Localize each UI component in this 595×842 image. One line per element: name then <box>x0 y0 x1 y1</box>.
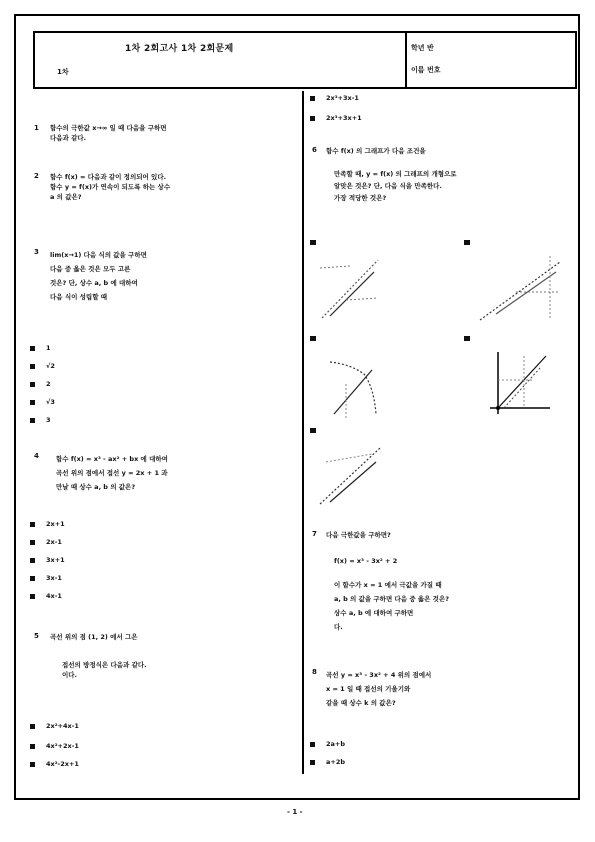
option-bullet <box>30 594 35 599</box>
question-7-text: 다음 극한값을 구하면? <box>326 531 391 539</box>
exam-title: 1차 2회고사 1차 2회문제 <box>125 44 234 54</box>
graph-option-marker[interactable] <box>310 428 316 433</box>
graph-option-3[interactable] <box>320 352 390 422</box>
graph-option-4[interactable] <box>484 348 554 418</box>
option-bullet <box>310 96 315 101</box>
option-bullet <box>30 400 35 405</box>
graph-option-marker[interactable] <box>464 336 470 341</box>
option-bullet <box>30 346 35 351</box>
question-6-text: 함수 f(x) 의 그래프가 다음 조건을 <box>326 147 426 155</box>
option-bullet <box>30 364 35 369</box>
option-label[interactable]: 3 <box>46 416 51 424</box>
option-bullet <box>30 744 35 749</box>
option-label[interactable]: 2x²+4x-1 <box>46 722 79 730</box>
question-number: 4 <box>34 452 39 460</box>
question-number: 5 <box>34 632 39 640</box>
option-bullet <box>30 576 35 581</box>
question-5-subtext: 접선의 방정식은 다음과 같다. 이다. <box>62 661 147 679</box>
question-7-formula: f(x) = x³ - 3x² + 2 <box>334 557 398 565</box>
header-divider <box>405 33 407 87</box>
graph-option-5[interactable] <box>316 440 386 510</box>
question-5-text: 곡선 위의 점 (1, 2) 에서 그은 <box>50 633 138 641</box>
option-label[interactable]: 2 <box>46 380 51 388</box>
option-label[interactable]: a+2b <box>326 758 346 766</box>
question-number: 1 <box>34 124 39 132</box>
question-number: 7 <box>312 530 317 538</box>
option-label[interactable]: 4x-1 <box>46 592 62 600</box>
question-number: 2 <box>34 172 39 180</box>
name-number-field: 이름 번호 <box>411 66 441 74</box>
question-8-text: 곡선 y = x³ - 3x² + 4 위의 점에서 x = 1 일 때 접선의 기울기와 같을 때 상수 k 의 값은? <box>326 671 432 707</box>
grade-class-field: 학년 반 <box>411 44 434 52</box>
graph-option-1[interactable] <box>316 252 386 324</box>
option-label[interactable]: 2x+1 <box>46 520 65 528</box>
option-label[interactable]: 1 <box>46 344 51 352</box>
option-bullet <box>310 760 315 765</box>
option-label[interactable]: √2 <box>46 362 55 370</box>
option-bullet <box>30 540 35 545</box>
question-1-text: 함수의 극한값 x→∞ 일 때 다음을 구하면 다음과 같다. <box>50 124 167 142</box>
graph-option-marker[interactable] <box>310 336 316 341</box>
page-number: - 1 - <box>287 808 303 816</box>
exam-header <box>33 31 577 89</box>
option-bullet <box>30 382 35 387</box>
option-label[interactable]: 4x²-2x+1 <box>46 760 79 768</box>
option-label[interactable]: 2x³+3x-1 <box>326 94 359 102</box>
graph-option-2[interactable] <box>476 252 566 324</box>
question-number: 3 <box>34 248 39 256</box>
option-label[interactable]: 2x³+3x+1 <box>326 114 362 122</box>
option-bullet <box>30 522 35 527</box>
option-bullet <box>30 724 35 729</box>
question-7-subtext: 이 함수가 x = 1 에서 극값을 가질 때 a, b 의 값을 구하면 다음 중 옳은 것은? 상수 a, b 에 대하여 구하면 다. <box>334 581 450 631</box>
option-label[interactable]: 2a+b <box>326 740 346 748</box>
option-label[interactable]: 3x+1 <box>46 556 65 564</box>
question-3-text: lim(x→1) 다음 식의 값을 구하면 다음 중 옳은 것은 모두 고른 것은? 단, 상수 a, b 에 대하여 다음 식이 성립할 때 <box>50 251 147 301</box>
question-number: 6 <box>312 146 317 154</box>
graph-option-marker[interactable] <box>464 240 470 245</box>
question-4-text: 함수 f(x) = x³ - ax² + bx 에 대하여 곡선 위의 점에서 접선 y = 2x + 1 과 만날 때 상수 a, b 의 값은? <box>56 455 168 491</box>
question-2-text: 함수 f(x) = 다음과 같이 정의되어 있다. 함수 y = f(x)가 연속이 되도록 하는 상수 a 의 값은? <box>50 173 171 201</box>
option-label[interactable]: 3x-1 <box>46 574 62 582</box>
question-number: 8 <box>312 668 317 676</box>
question-6-subtext: 만족할 때, y = f(x) 의 그래프의 개형으로 알맞은 것은? 단, 다음 식을 만족한다. 가장 적당한 것은? <box>334 170 457 202</box>
graph-option-marker[interactable] <box>310 240 316 245</box>
option-bullet <box>30 418 35 423</box>
exam-subject: 1차 <box>57 68 69 76</box>
option-bullet <box>310 116 315 121</box>
option-label[interactable]: 2x-1 <box>46 538 62 546</box>
option-label[interactable]: √3 <box>46 398 55 406</box>
column-divider <box>302 91 304 774</box>
option-bullet <box>30 558 35 563</box>
option-label[interactable]: 4x²+2x-1 <box>46 742 79 750</box>
option-bullet <box>30 762 35 767</box>
option-bullet <box>310 742 315 747</box>
